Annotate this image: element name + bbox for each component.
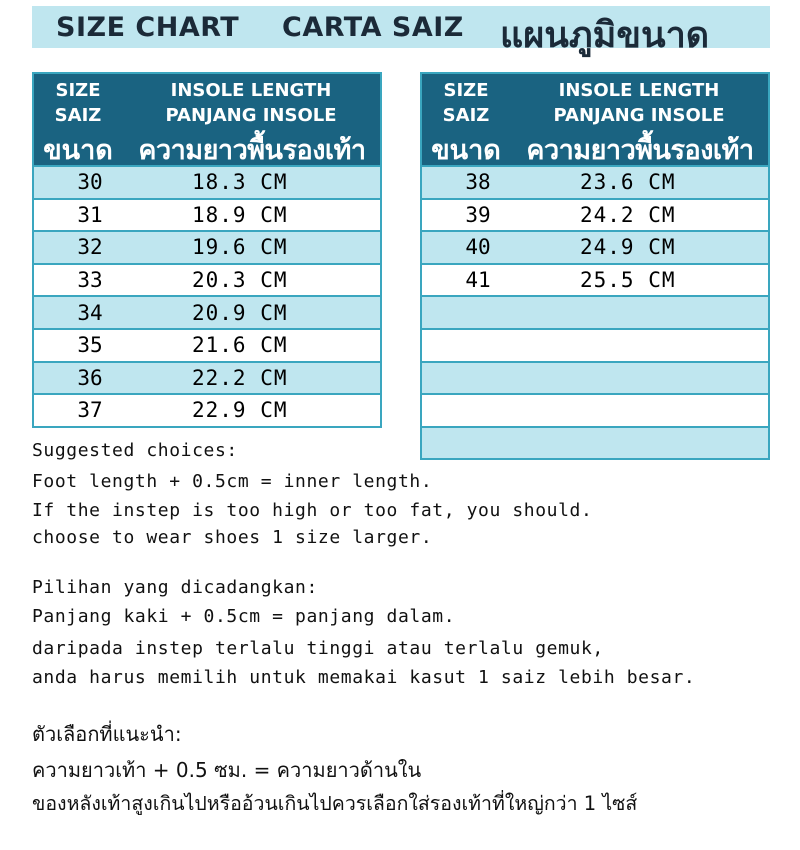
table-row [422, 198, 768, 231]
notes-en-line1: Foot length + 0.5cm = inner length. [32, 471, 433, 492]
size-cell: 35 [77, 333, 103, 358]
title-banner [32, 6, 770, 56]
table-row [34, 263, 380, 296]
size-cell: 32 [77, 235, 103, 260]
notes-ms-line2: daripada instep terlalu tinggi atau terlalu gemuk, [32, 638, 604, 659]
notes-th-title: ตัวเลือกที่แนะนำ: [32, 722, 182, 746]
size-cell: 37 [77, 398, 103, 423]
size-cell: 40 [465, 235, 491, 260]
header-size-en: SIZE [55, 80, 101, 101]
table-row [34, 230, 380, 263]
table-row [422, 263, 768, 296]
size-cell: 30 [77, 170, 103, 195]
size-cell: 38 [465, 170, 491, 195]
header-size-en: SIZE [443, 80, 489, 101]
table-row [34, 393, 380, 426]
header-insole-ms: PANJANG INSOLE [553, 105, 725, 126]
table-row [422, 295, 768, 328]
header-size-th: ขนาด [43, 135, 113, 166]
notes-en-title: Suggested choices: [32, 440, 238, 461]
length-cell: 23.6 CM [580, 170, 676, 195]
size-table-left [32, 72, 382, 428]
notes-ms-line3: anda harus memilih untuk memakai kasut 1 saiz lebih besar. [32, 667, 696, 688]
length-cell: 24.9 CM [580, 235, 676, 260]
title-en: SIZE CHART [56, 12, 240, 43]
size-cell: 39 [465, 202, 491, 227]
table-row [34, 361, 380, 394]
table-row [422, 393, 768, 426]
table-row [34, 328, 380, 361]
table-row [34, 198, 380, 231]
size-cell: 36 [77, 365, 103, 390]
title-th: แผนภูมิขนาด [500, 15, 710, 56]
title-ms: CARTA SAIZ [282, 12, 464, 43]
table-row [34, 295, 380, 328]
table-header [422, 74, 768, 165]
length-cell: 21.6 CM [192, 333, 288, 358]
notes-th-line2: ของหลังเท้าสูงเกินไปหรืออ้วนเกินไปควรเลือกใส่รองเท้าที่ใหญ่กว่า 1 ไซส์ [32, 792, 638, 815]
header-insole-en: INSOLE LENGTH [170, 80, 332, 101]
header-size-ms: SAIZ [54, 105, 102, 126]
length-cell: 25.5 CM [580, 268, 676, 293]
notes-en-line3: choose to wear shoes 1 size larger. [32, 527, 433, 548]
notes-ms-line1: Panjang kaki + 0.5cm = panjang dalam. [32, 606, 456, 627]
table-row [422, 361, 768, 394]
size-cell: 34 [77, 300, 103, 325]
table-row [422, 230, 768, 263]
length-cell: 22.2 CM [192, 365, 288, 390]
length-cell: 20.3 CM [192, 268, 288, 293]
length-cell: 24.2 CM [580, 202, 676, 227]
length-cell: 19.6 CM [192, 235, 288, 260]
header-size-th: ขนาด [431, 135, 501, 166]
length-cell: 18.9 CM [192, 202, 288, 227]
table-body [34, 165, 380, 426]
notes-th-line1: ความยาวเท้า + 0.5 ซม. = ความยาวด้านใน [32, 758, 422, 782]
notes-en-line2: If the instep is too high or too fat, you should. [32, 500, 593, 521]
header-insole-en: INSOLE LENGTH [558, 80, 720, 101]
header-insole-ms: PANJANG INSOLE [165, 105, 337, 126]
size-table-right [420, 72, 770, 460]
size-cell: 31 [77, 202, 103, 227]
table-header [34, 74, 380, 165]
header-insole-th: ความยาวพื้นรองเท้า [138, 135, 366, 166]
length-cell: 20.9 CM [192, 300, 288, 325]
notes-ms-title: Pilihan yang dicadangkan: [32, 577, 318, 598]
length-cell: 22.9 CM [192, 398, 288, 423]
table-row [422, 426, 768, 459]
header-insole-th: ความยาวพื้นรองเท้า [526, 135, 754, 166]
header-size-ms: SAIZ [442, 105, 490, 126]
size-cell: 33 [77, 268, 103, 293]
table-body [422, 165, 768, 458]
length-cell: 18.3 CM [192, 170, 288, 195]
table-row [422, 328, 768, 361]
size-cell: 41 [465, 268, 491, 293]
